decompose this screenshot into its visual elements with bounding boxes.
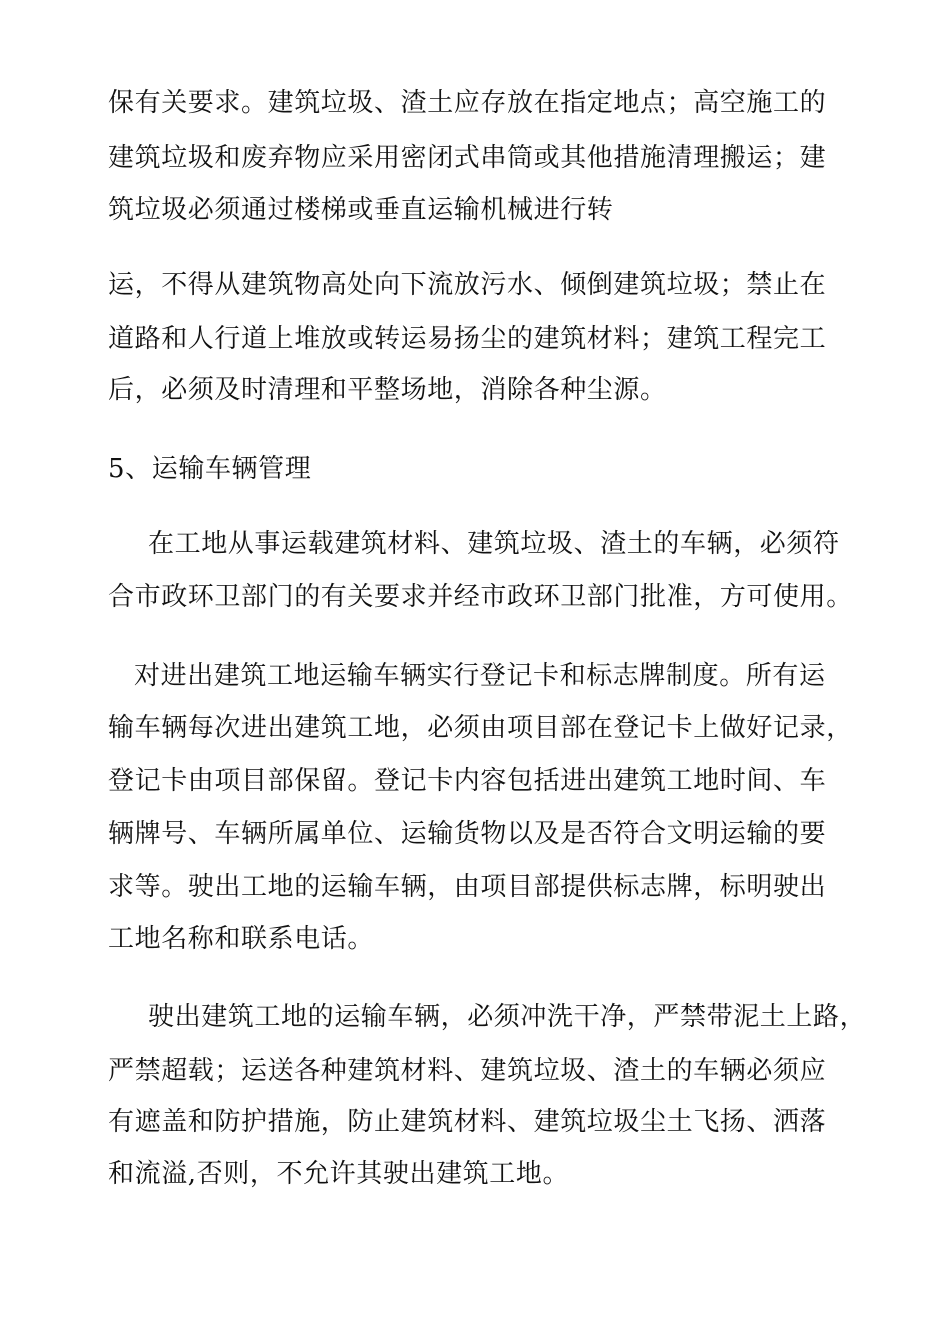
text-line: 工地名称和联系电话。 [108,924,375,954]
text-line: 驶出建筑工地的运输车辆，必须冲洗干净，严禁带泥土上路， [148,1002,867,1032]
text-line: 对进出建筑工地运输车辆实行登记卡和标志牌制度。所有运 [134,661,826,691]
text-line: 和流溢,否则，不允许其驶出建筑工地。 [108,1159,570,1189]
text-line: 保有关要求。建筑垃圾、渣土应存放在指定地点；高空施工的 [108,88,827,118]
text-line: 运，不得从建筑物高处向下流放污水、倾倒建筑垃圾；禁止在 [108,270,827,300]
text-line: 在工地从事运载建筑材料、建筑垃圾、渣土的车辆，必须符 [148,529,840,559]
text-line: 筑垃圾必须通过楼梯或垂直运输机械进行转 [108,195,614,225]
text-line: 合市政环卫部门的有关要求并经市政环卫部门批准，方可使用。 [108,582,853,612]
heading-text: 5、运输车辆管理 [108,454,312,484]
text-line: 输车辆每次进出建筑工地，必须由项目部在登记卡上做好记录， [108,713,853,743]
text-line: 后，必须及时清理和平整场地，消除各种尘源。 [108,375,667,405]
text-line: 道路和人行道上堆放或转运易扬尘的建筑材料；建筑工程完工 [108,324,827,354]
text-line: 登记卡由项目部保留。登记卡内容包括进出建筑工地时间、车 [108,766,827,796]
text-line: 有遮盖和防护措施，防止建筑材料、建筑垃圾尘土飞扬、洒落 [108,1107,827,1137]
text-line: 求等。驶出工地的运输车辆，由项目部提供标志牌，标明驶出 [108,872,827,902]
text-line: 严禁超载；运送各种建筑材料、建筑垃圾、渣土的车辆必须应 [108,1056,827,1086]
text-line: 辆牌号、车辆所属单位、运输货物以及是否符合文明运输的要 [108,819,827,849]
text-line: 建筑垃圾和废弃物应采用密闭式串筒或其他措施清理搬运；建 [108,143,827,173]
